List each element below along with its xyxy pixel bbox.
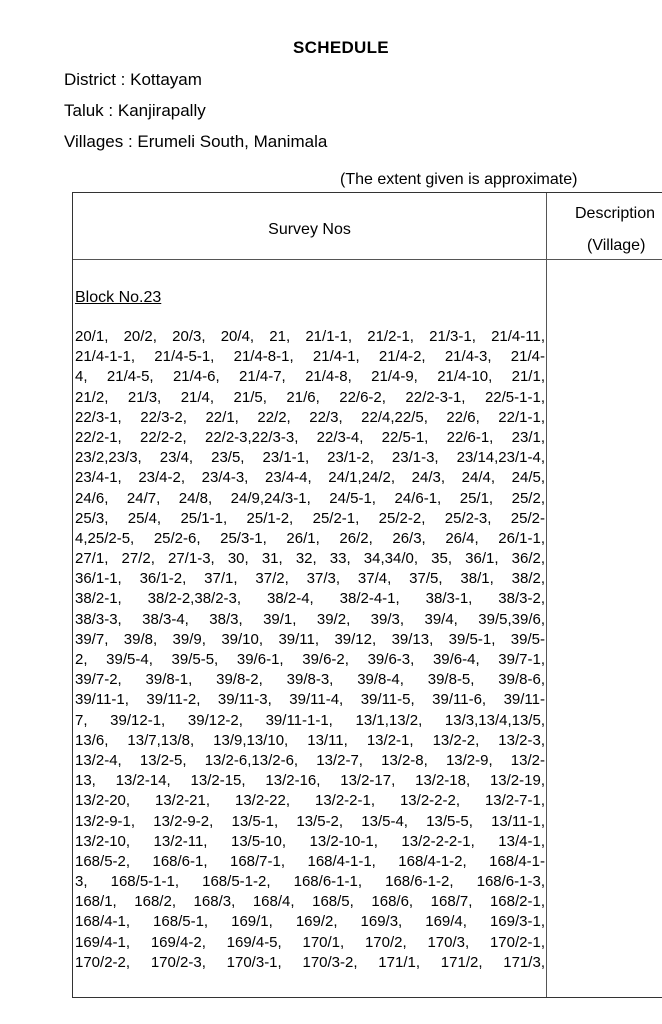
survey-line: 38/2-1, 38/2-2,38/2-3, 38/2-4, 38/2-4-1, 38/3-1, 38/3-2, xyxy=(75,590,545,608)
survey-line: 169/4-1, 169/4-2, 169/4-5, 170/1, 170/2, 170/3, 170/2-1, xyxy=(75,933,545,951)
column-header-survey-nos: Survey Nos xyxy=(268,221,351,238)
column-header-description: Description xyxy=(575,205,656,222)
district-line: District : Kottayam xyxy=(64,70,202,89)
survey-line: 39/7, 39/8, 39/9, 39/10, 39/11, 39/12, 39/13, 39/5-1, 39/5- xyxy=(75,630,545,648)
survey-line: 38/3-3, 38/3-4, 38/3, 39/1, 39/2, 39/3, 39/4, 39/5,39/6, xyxy=(75,610,545,628)
survey-line: 2, 39/5-4, 39/5-5, 39/6-1, 39/6-2, 39/6-3, 39/6-4, 39/7-1, xyxy=(75,651,545,668)
survey-line: 22/3-1, 22/3-2, 22/1, 22/2, 22/3, 22/4,22/5, 22/6, 22/1-1, xyxy=(75,408,545,426)
survey-numbers-text xyxy=(75,327,545,973)
survey-line: 7, 39/12-1, 39/12-2, 39/11-1-1, 13/1,13/2, 13/3,13/4,13/5, xyxy=(75,711,545,729)
column-divider xyxy=(546,193,547,997)
taluk-line: Taluk : Kanjirapally xyxy=(64,101,206,120)
header-divider xyxy=(73,259,662,260)
survey-line: 21/2, 21/3, 21/4, 21/5, 21/6, 22/6-2, 22/2-3-1, 22/5-1-1, xyxy=(75,388,545,406)
document-title: SCHEDULE xyxy=(293,38,389,57)
survey-line: 13/2-9-1, 13/2-9-2, 13/5-1, 13/5-2, 13/5-4, 13/5-5, 13/11-1, xyxy=(75,812,545,830)
survey-line: 4,25/2-5, 25/2-6, 25/3-1, 26/1, 26/2, 26/3, 26/4, 26/1-1, xyxy=(75,529,545,547)
schedule-table xyxy=(72,192,662,998)
survey-line: 24/6, 24/7, 24/8, 24/9,24/3-1, 24/5-1, 24/6-1, 25/1, 25/2, xyxy=(75,489,545,507)
block-label: Block No.23 xyxy=(75,289,162,306)
extent-note: (The extent given is approximate) xyxy=(340,171,578,188)
survey-line: 13, 13/2-14, 13/2-15, 13/2-16, 13/2-17, 13/2-18, 13/2-19, xyxy=(75,772,545,790)
survey-line: 13/6, 13/7,13/8, 13/9,13/10, 13/11, 13/2-1, 13/2-2, 13/2-3, xyxy=(75,731,545,749)
survey-line: 21/4-1-1, 21/4-5-1, 21/4-8-1, 21/4-1, 21/4-2, 21/4-3, 21/4- xyxy=(75,348,545,366)
survey-line: 13/2-4, 13/2-5, 13/2-6,13/2-6, 13/2-7, 13/2-8, 13/2-9, 13/2- xyxy=(75,751,545,769)
survey-line: 13/2-20, 13/2-21, 13/2-22, 13/2-2-1, 13/2-2-2, 13/2-7-1, xyxy=(75,792,545,810)
survey-line: 36/1-1, 36/1-2, 37/1, 37/2, 37/3, 37/4, 37/5, 38/1, 38/2, xyxy=(75,570,545,588)
survey-line: 13/2-10, 13/2-11, 13/5-10, 13/2-10-1, 13/2-2-2-1, 13/4-1, xyxy=(75,832,545,850)
survey-line: 27/1, 27/2, 27/1-3, 30, 31, 32, 33, 34,34/0, 35, 36/1, 36/2, xyxy=(75,550,545,568)
survey-line: 168/1, 168/2, 168/3, 168/4, 168/5, 168/6, 168/7, 168/2-1, xyxy=(75,893,545,911)
survey-line: 22/2-1, 22/2-2, 22/2-3,22/3-3, 22/3-4, 22/5-1, 22/6-1, 23/1, xyxy=(75,428,545,446)
villages-line: Villages : Erumeli South, Manimala xyxy=(64,132,328,151)
survey-line: 168/5-2, 168/6-1, 168/7-1, 168/4-1-1, 168/4-1-2, 168/4-1- xyxy=(75,852,545,870)
column-header-village: (Village) xyxy=(587,237,646,254)
survey-line: 25/3, 25/4, 25/1-1, 25/1-2, 25/2-1, 25/2-2, 25/2-3, 25/2- xyxy=(75,509,545,527)
survey-line: 20/1, 20/2, 20/3, 20/4, 21, 21/1-1, 21/2-1, 21/3-1, 21/4-11, xyxy=(75,328,545,345)
survey-line: 39/11-1, 39/11-2, 39/11-3, 39/11-4, 39/11-5, 39/11-6, 39/11- xyxy=(75,691,545,709)
survey-line: 4, 21/4-5, 21/4-6, 21/4-7, 21/4-8, 21/4-9, 21/4-10, 21/1, xyxy=(75,368,545,386)
survey-line: 39/7-2, 39/8-1, 39/8-2, 39/8-3, 39/8-4, 39/8-5, 39/8-6, xyxy=(75,671,545,689)
survey-line: 168/4-1, 168/5-1, 169/1, 169/2, 169/3, 169/4, 169/3-1, xyxy=(75,913,545,931)
survey-line: 170/2-2, 170/2-3, 170/3-1, 170/3-2, 171/1, 171/2, 171/3, xyxy=(75,953,545,971)
survey-line: 23/4-1, 23/4-2, 23/4-3, 23/4-4, 24/1,24/2, 24/3, 24/4, 24/5, xyxy=(75,469,545,487)
survey-line: 23/2,23/3, 23/4, 23/5, 23/1-1, 23/1-2, 23/1-3, 23/14,23/1-4, xyxy=(75,449,545,467)
survey-line: 3, 168/5-1-1, 168/5-1-2, 168/6-1-1, 168/6-1-2, 168/6-1-3, xyxy=(75,873,545,891)
